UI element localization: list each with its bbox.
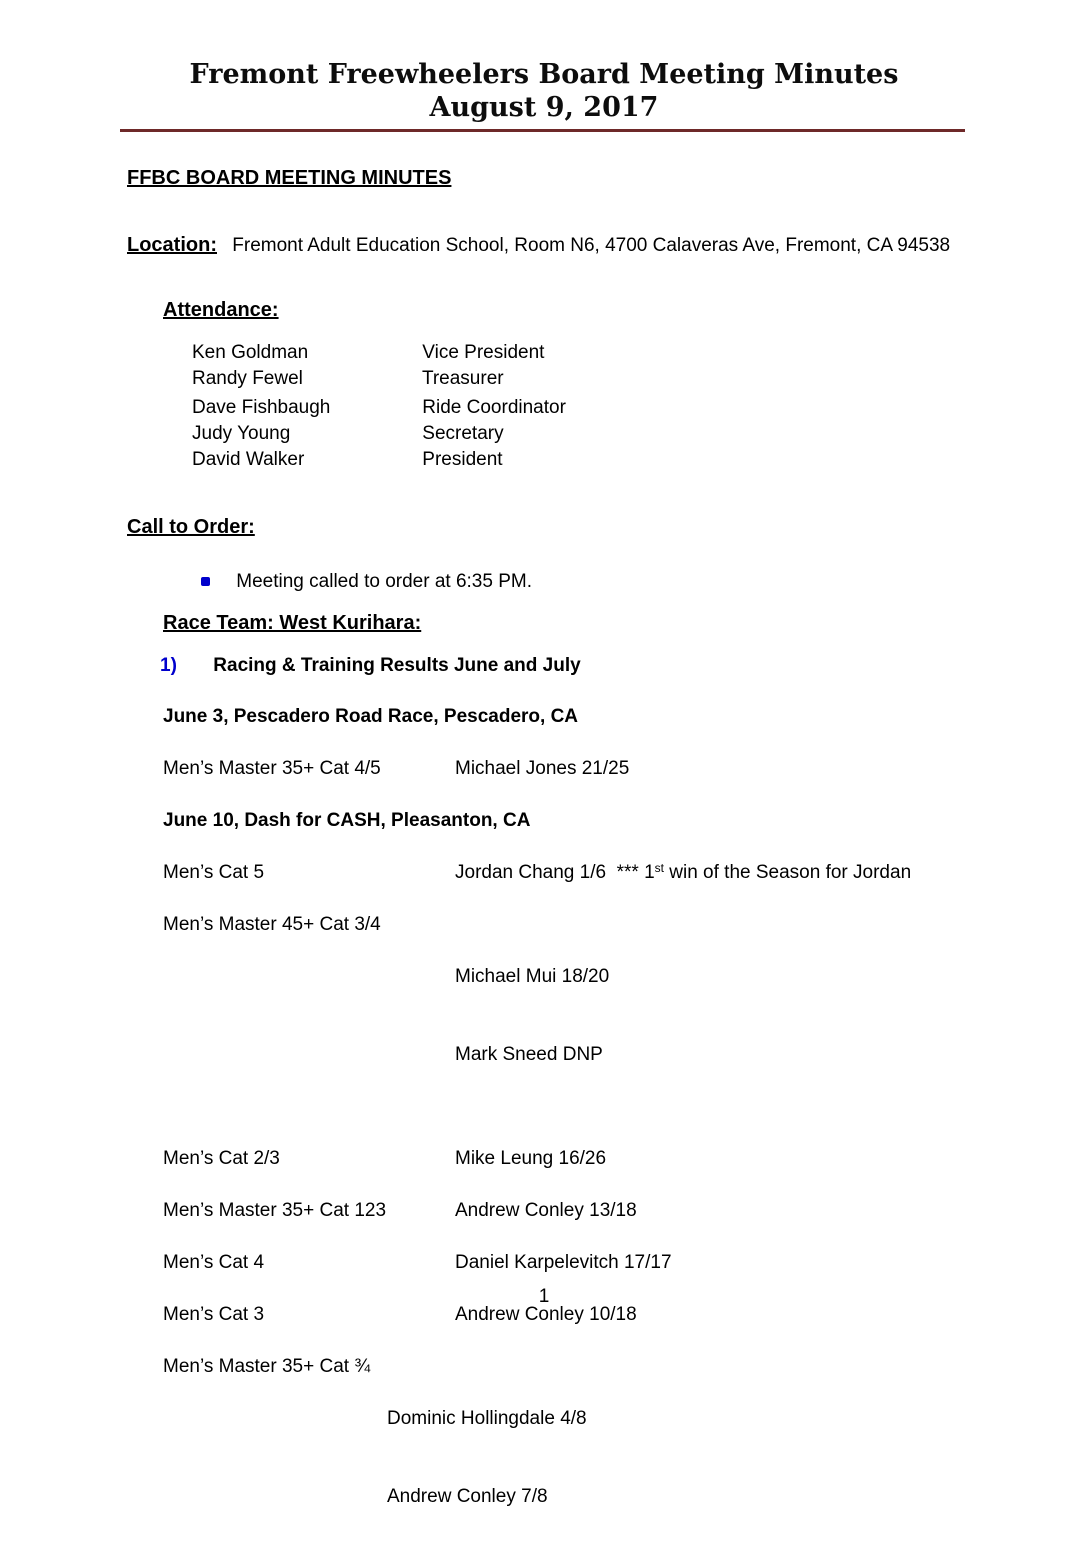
race-rider-result: Andrew Conley 13/18 [455, 1200, 637, 1221]
rider-result-text: win of the Season for Jordan [663, 862, 912, 883]
race-team-numbered-item [160, 654, 1088, 678]
rider-result-line: Michael Mui 18/20 [455, 966, 610, 987]
item-title: Racing & Training Results June and July [213, 655, 581, 676]
attendance-row [192, 340, 1088, 366]
result-row [163, 1146, 1088, 1172]
heading-attendance: Attendance: [163, 299, 279, 321]
ordinal-superscript: st [654, 861, 664, 875]
event-heading: June 10, Dash for CASH, Pleasanton, CA [163, 810, 531, 831]
heading-race-team: Race Team: West Kurihara: [163, 612, 422, 634]
attendee-role: Ride Coordinator [422, 397, 566, 418]
attendance-list [192, 340, 1088, 473]
rider-result-line: Andrew Conley 7/8 [387, 1486, 548, 1507]
race-rider-result: Andrew Conley 10/18 [455, 1304, 637, 1325]
attendee-role: Vice President [422, 342, 545, 363]
race-category: Men’s Cat 2/3 [163, 1148, 280, 1169]
document-title [0, 0, 1088, 124]
race-category: Men’s Cat 3 [163, 1304, 265, 1325]
rider-result-text: Jordan Chang 1/6 *** 1 [455, 862, 655, 883]
race-rider-result: Daniel Karpelevitch 17/17 [455, 1252, 672, 1273]
attendee-role: Treasurer [421, 368, 504, 389]
race-category: Men’s Cat 5 [163, 862, 265, 883]
location-label: Location: [127, 234, 217, 256]
title-line-1: Fremont Freewheelers Board Meeting Minutes [189, 59, 899, 90]
attendance-row [192, 421, 1088, 447]
attendee-role: President [422, 449, 503, 470]
heading-ffbc-board-meeting-minutes: FFBC BOARD MEETING MINUTES [127, 167, 452, 189]
call-to-order-text: Meeting called to order at 6:35 PM. [236, 571, 532, 592]
attendee-name: Ken Goldman [192, 342, 309, 363]
attendee-role: Secretary [422, 423, 504, 444]
attendance-row [192, 447, 1088, 473]
race-category: Men’s Master 35+ Cat ¾ [163, 1356, 371, 1377]
race-category: Men’s Master 45+ Cat 3/4 [163, 914, 381, 935]
attendee-name: David Walker [192, 449, 305, 470]
race-rider-result [387, 1354, 1088, 1562]
bullet-icon [201, 577, 210, 586]
title-divider-rule [120, 129, 965, 132]
result-row [163, 1250, 1088, 1276]
attendance-row [192, 366, 1088, 392]
race-rider-result: Mike Leung 16/26 [455, 1148, 607, 1169]
race-category: Men’s Cat 4 [163, 1252, 265, 1273]
attendee-name: Dave Fishbaugh [192, 397, 331, 418]
item-number: 1) [160, 655, 177, 676]
attendance-row [192, 395, 1088, 421]
result-row [163, 912, 1088, 1120]
call-to-order-item [201, 569, 1088, 595]
location-value: Fremont Adult Education School, Room N6, 4700 Calaveras Ave, Fremont, CA 94538 [232, 235, 951, 256]
race-results [163, 704, 1088, 1562]
rider-result-line: Mark Sneed DNP [455, 1044, 603, 1065]
race-rider-result [455, 860, 1088, 886]
heading-call-to-order: Call to Order: [127, 516, 255, 538]
result-row [163, 1198, 1088, 1224]
race-rider-result: Michael Jones 21/25 [455, 758, 630, 779]
rider-result-line: Dominic Hollingdale 4/8 [387, 1408, 587, 1429]
race-category: Men’s Master 35+ Cat 4/5 [163, 758, 381, 779]
event-heading: June 3, Pescadero Road Race, Pescadero, CA [163, 706, 579, 727]
attendee-name: Judy Young [192, 423, 291, 444]
page-number: 1 [538, 1286, 550, 1307]
race-category: Men’s Master 35+ Cat 123 [163, 1200, 387, 1221]
result-row [163, 1354, 1088, 1562]
location-line [127, 233, 1088, 258]
title-line-2: August 9, 2017 [429, 92, 659, 123]
result-row [163, 756, 1088, 782]
result-row [163, 860, 1088, 886]
race-rider-result [455, 912, 1088, 1120]
attendee-name: Randy Fewel [192, 368, 303, 389]
